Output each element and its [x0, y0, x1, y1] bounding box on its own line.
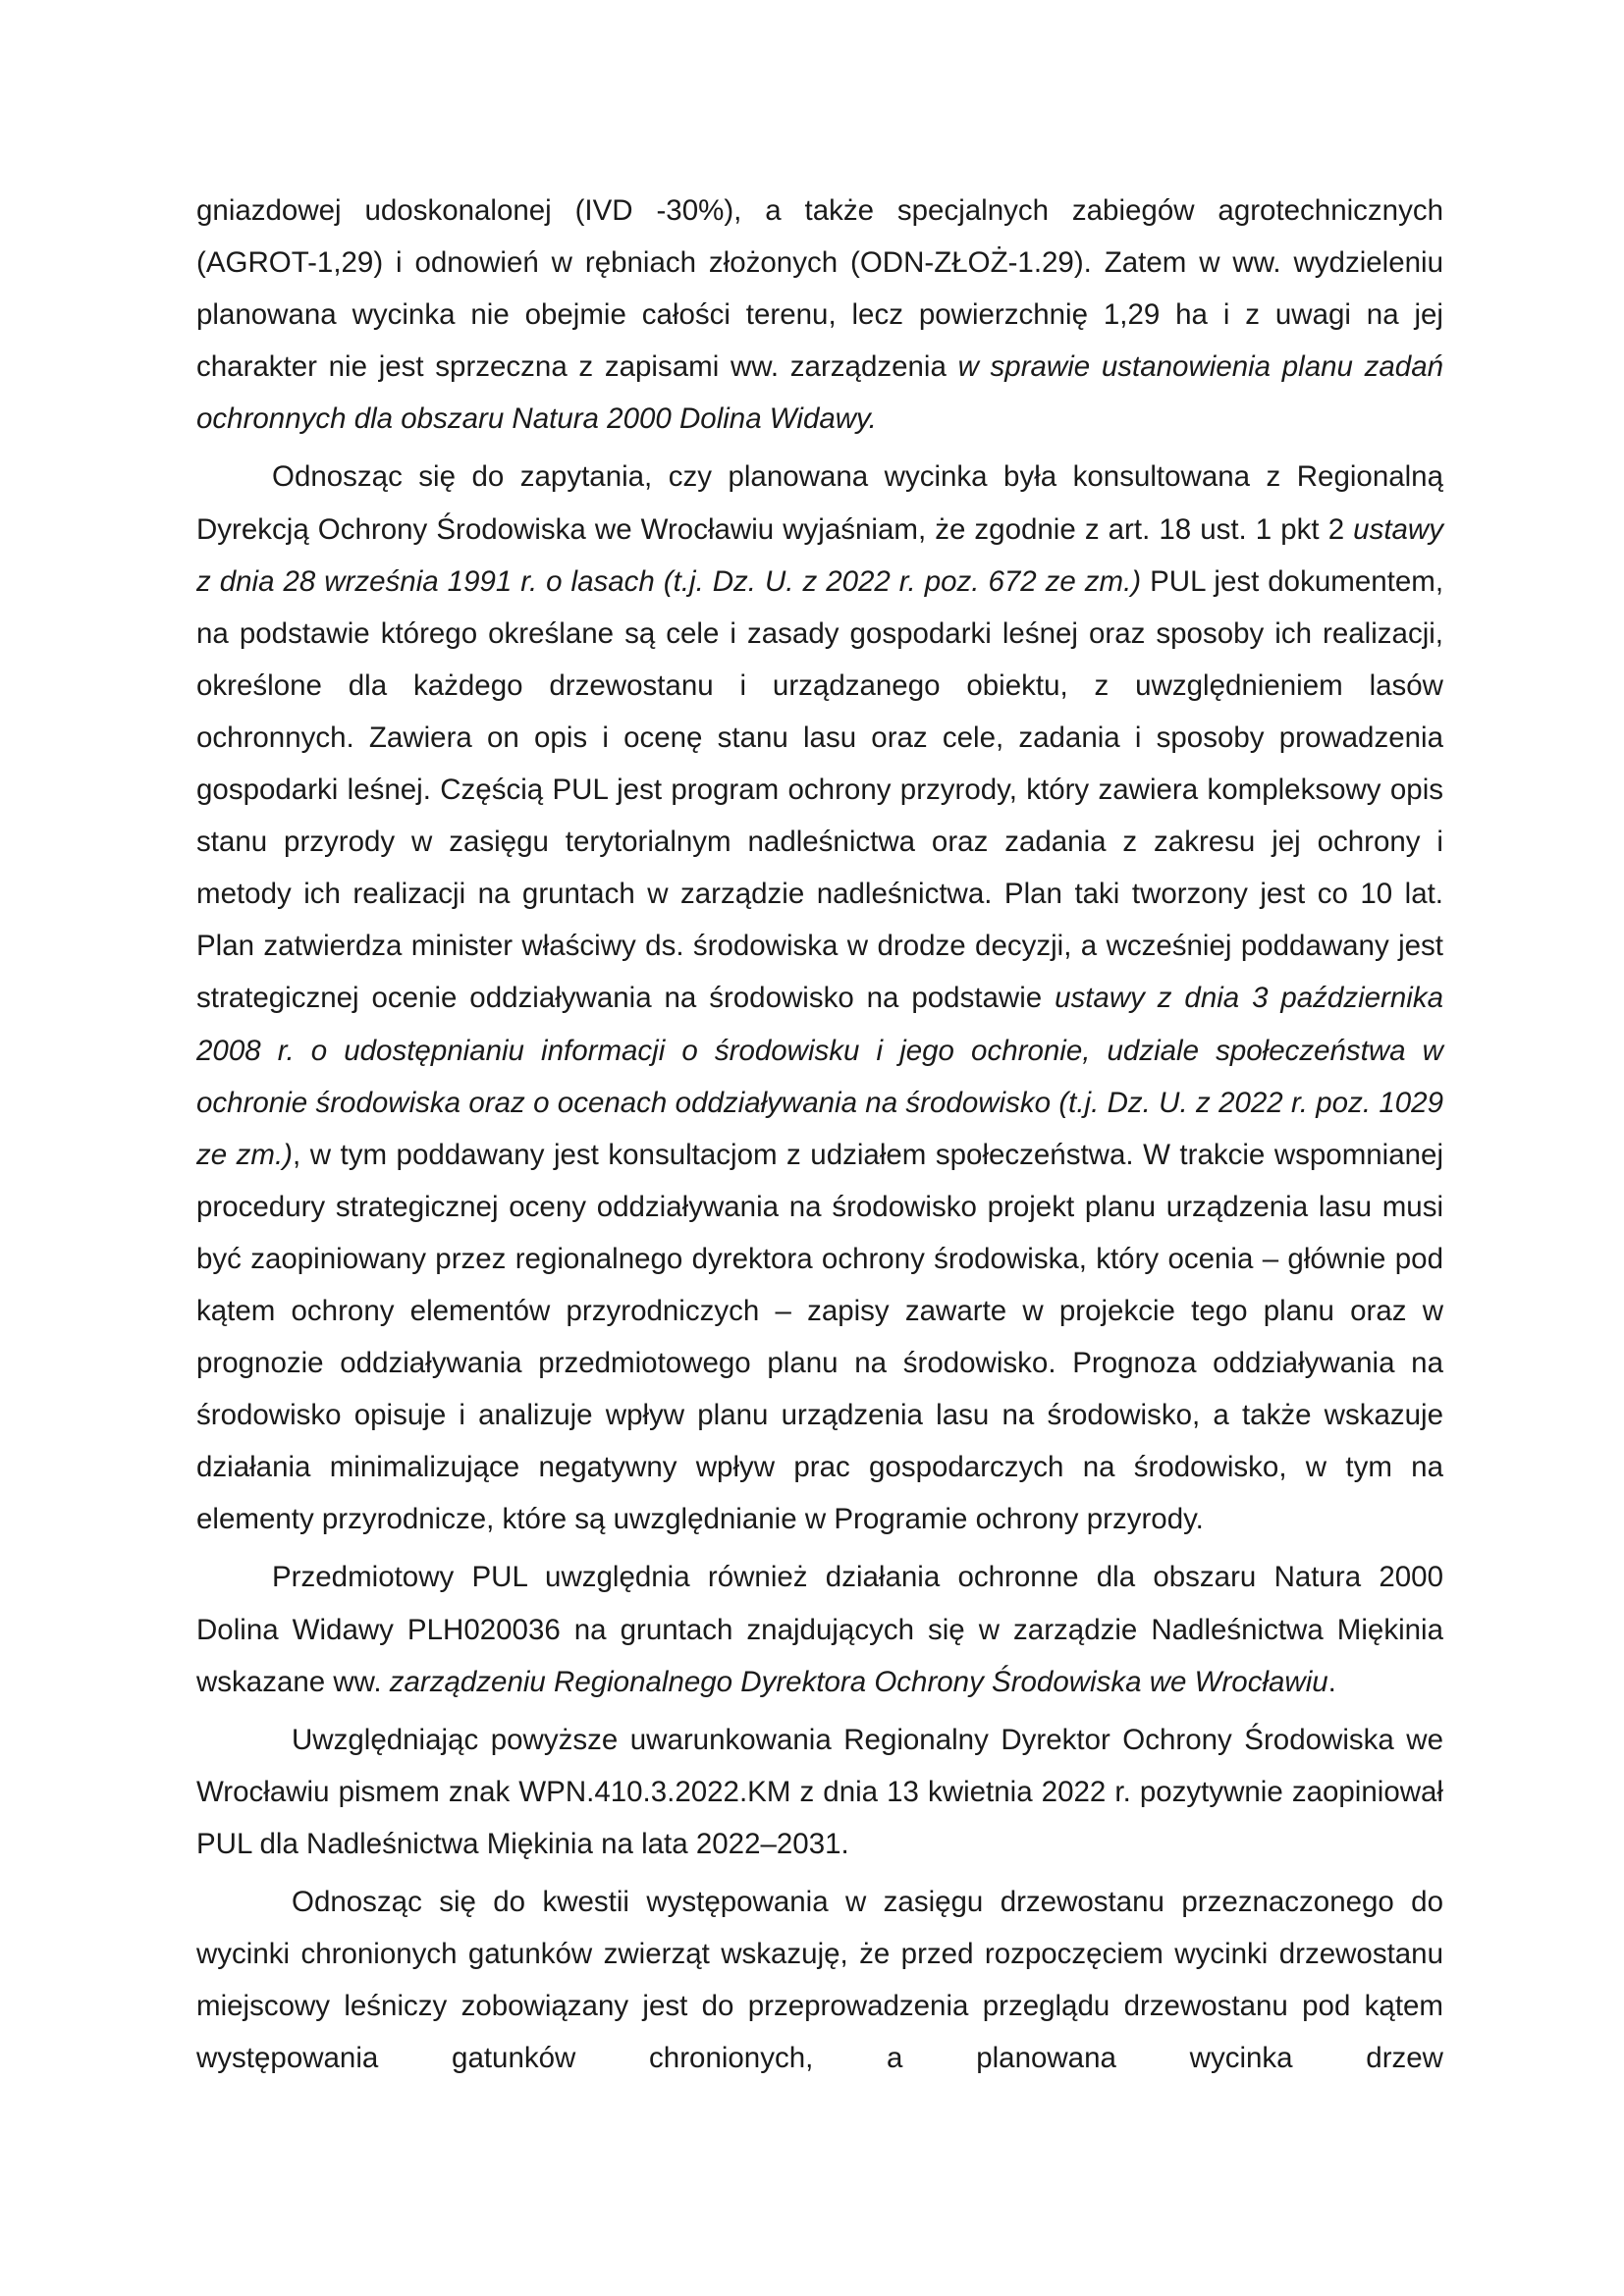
- paragraph-2-text-a: Odnosząc się do zapytania, czy planowana wycinka była konsultowana z Regionalną Dyrekcją Ochrony Środowiska we Wrocławiu wyjaśniam, że zgodnie z art. 18 ust. 1 pkt 2: [196, 460, 1443, 546]
- paragraph-3: [196, 1551, 1443, 1707]
- paragraph-2-text-b: PUL jest dokumentem, na podstawie którego określane są cele i zasady gospodarki leśnej oraz sposoby ich realizacji, określone dla każdego drzewostanu i urządzanego obiektu, z uwzględnieniem lasów ochronnych. Zawiera on opis i ocenę stanu lasu oraz cele, zadania i sposoby prowadzenia gospodarki leśnej. Częścią PUL jest program ochrony przyrody, który zawiera kompleksowy opis stanu przyrody w zasięgu terytorialnym nadleśnictwa oraz zadania z zakresu jej ochrony i metody ich realizacji na gruntach w zarządzie nadleśnictwa. Plan taki tworzony jest co 10 lat. Plan zatwierdza minister właściwy ds. środowiska w drodze decyzji, a wcześniej poddawany jest strategicznej ocenie oddziaływania na środowisko na podstawie: [196, 564, 1444, 1015]
- paragraph-5: [196, 1876, 1443, 2084]
- paragraph-3-end: .: [1327, 1665, 1336, 1698]
- paragraph-1-text: gniazdowej udoskonalonej (IVD -30%), a także specjalnych zabiegów agrotechnicznych (AGROT-1,29) i odnowień w rębniach złożonych (ODN-ZŁOŻ-1.29). Zatem w ww. wydzieleniu planowana wycinka nie obejmie całości terenu, lecz powierzchnię 1,29 ha i z uwagi na jej charakter nie jest sprzeczna z zapisami ww. zarządzenia: [196, 194, 1443, 384]
- paragraph-3-italic-ref: zarządzeniu Regionalnego Dyrektora Ochrony Środowiska we Wrocławiu: [389, 1665, 1328, 1698]
- paragraph-2-italic-law-1: ustawy z dnia 28 września 1991 r. o lasach (t.j. Dz. U. z 2022 r. poz. 672 ze zm.): [196, 512, 1443, 598]
- paragraph-4: [196, 1714, 1443, 1870]
- paragraph-4-text: Uwzględniając powyższe uwarunkowania Regionalny Dyrektor Ochrony Środowiska we Wrocławiu pismem znak WPN.410.3.2022.KM z dnia 13 kwietnia 2022 r. pozytywnie zaopiniował PUL dla Nadleśnictwa Miękinia na lata 2022–2031.: [196, 1723, 1443, 1860]
- paragraph-1-italic-title: w sprawie ustanowienia planu zadań ochronnych dla obszaru Natura 2000 Dolina Widawy.: [196, 350, 1444, 436]
- paragraph-2: [196, 451, 1443, 1545]
- paragraph-2-text-c: , w tym poddawany jest konsultacjom z udziałem społeczeństwa. W trakcie wspomnianej procedury strategicznej oceny oddziaływania na środowisko projekt planu urządzenia lasu musi być zaopiniowany przez regionalnego dyrektora ochrony środowiska, który ocenia – głównie pod kątem ochrony elementów przyrodniczych – zapisy zawarte w projekcie tego planu oraz w prognozie oddziaływania przedmiotowego planu na środowisko. Prognoza oddziaływania na środowisko opisuje i analizuje wpływ planu urządzenia lasu na środowisko, a także wskazuje działania minimalizujące negatywny wpływ prac gospodarczych na środowisko, w tym na elementy przyrodnicze, które są uwzględnianie w Programie ochrony przyrody.: [196, 1138, 1443, 1536]
- paragraph-1: [196, 185, 1443, 445]
- paragraph-2-italic-law-2: ustawy z dnia 3 października 2008 r. o udostępnianiu informacji o środowisku i jego ochronie, udziale społeczeństwa w ochronie środowiska oraz o ocenach oddziaływania na środowisko (t.j. Dz. U. z 2022 r. poz. 1029 ze zm.): [196, 982, 1443, 1171]
- document-page: [196, 185, 1443, 2090]
- paragraph-3-text: Przedmiotowy PUL uwzględnia również działania ochronne dla obszaru Natura 2000 Dolina Widawy PLH020036 na gruntach znajdujących się w zarządzie Nadleśnictwa Miękinia wskazane ww.: [196, 1561, 1443, 1698]
- paragraph-5-text: Odnosząc się do kwestii występowania w zasięgu drzewostanu przeznaczonego do wycinki chronionych gatunków zwierząt wskazuję, że przed rozpoczęciem wycinki drzewostanu miejscowy leśniczy zobowiązany jest do przeprowadzenia przeglądu drzewostanu pod kątem występowania gatunków chronionych, a planowana wycinka drzew: [196, 1886, 1443, 2075]
